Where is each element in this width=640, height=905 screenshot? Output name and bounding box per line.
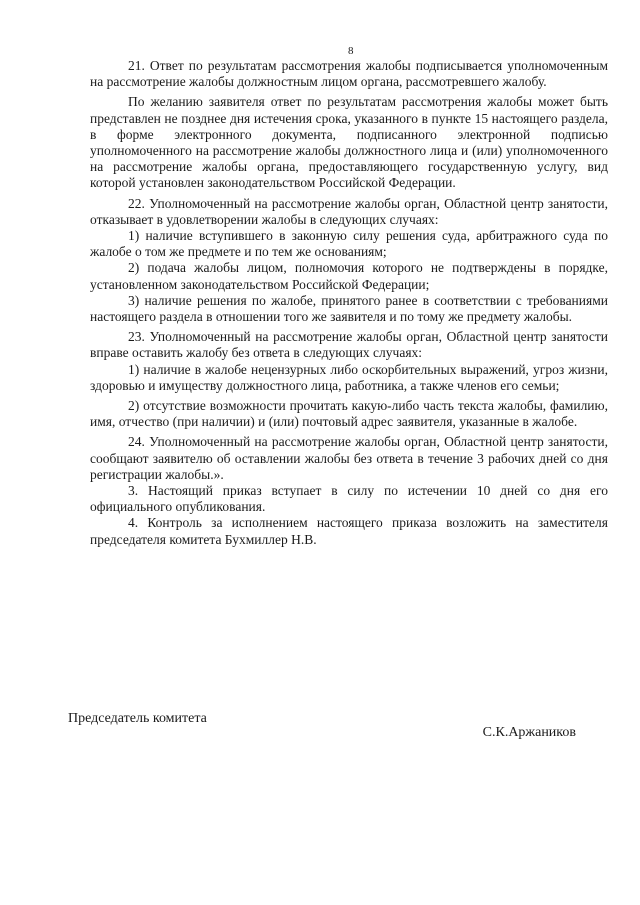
paragraph-24: 24. Уполномоченный на рассмотрение жалобы орган, Областной центр занятости, сообщают заявителю об оставлении жалобы без ответа в течение 3 рабочих дней со дня регистрации жалобы.». bbox=[90, 434, 608, 482]
paragraph-23-item-2: 2) отсутствие возможности прочитать какую-либо часть текста жалобы, фамилию, имя, отчество (при наличии) и (или) почтовый адрес заявителя, указанные в жалобе. bbox=[90, 398, 608, 430]
paragraph-22-item-2: 2) подача жалобы лицом, полномочия которого не подтверждены в порядке, установленном законодательством Российской Федерации; bbox=[90, 260, 608, 292]
paragraph-21-electronic-answer: По желанию заявителя ответ по результатам рассмотрения жалобы может быть представлен не позднее дня истечения срока, указанного в пункте 15 настоящего раздела, в форме электронного документа, подписанного электронной подписью уполномоченного на рассмотрение жалобы должностного лица и (или) уполномоченного на рассмотрение жалобы органа, предоставляющего государственную услугу, вид которой установлен законодательством Российской Федерации. bbox=[90, 94, 608, 191]
paragraph-23: 23. Уполномоченный на рассмотрение жалобы орган, Областной центр занятости вправе оставить жалобу без ответа в следующих случаях: bbox=[90, 329, 608, 361]
paragraph-3-entry-into-force: 3. Настоящий приказ вступает в силу по истечении 10 дней со дня его официального опубликования. bbox=[90, 483, 608, 515]
paragraph-21: 21. Ответ по результатам рассмотрения жалобы подписывается уполномоченным на рассмотрение жалобы должностным лицом органа, рассмотревшего жалобу. bbox=[90, 58, 608, 90]
paragraph-22: 22. Уполномоченный на рассмотрение жалобы орган, Областной центр занятости, отказывает в удовлетворении жалобы в следующих случаях: bbox=[90, 195, 608, 227]
signatory-role: Председатель комитета bbox=[68, 711, 207, 726]
page-number: 8 bbox=[348, 45, 354, 57]
signatory-name: С.К.Аржаников bbox=[482, 725, 576, 740]
paragraph-22-item-1: 1) наличие вступившего в законную силу решения суда, арбитражного суда по жалобе о том же предмете и по тем же основаниям; bbox=[90, 228, 608, 260]
paragraph-4-control: 4. Контроль за исполнением настоящего приказа возложить на заместителя председателя комитета Бухмиллер Н.В. bbox=[90, 515, 608, 547]
document-body bbox=[90, 58, 608, 548]
paragraph-22-item-3: 3) наличие решения по жалобе, принятого ранее в соответствии с требованиями настоящего раздела в отношении того же заявителя и по тому же предмету жалобы. bbox=[90, 292, 608, 325]
paragraph-23-item-1: 1) наличие в жалобе нецензурных либо оскорбительных выражений, угроз жизни, здоровью и имуществу должностного лица, работника, а также членов его семьи; bbox=[90, 361, 608, 393]
